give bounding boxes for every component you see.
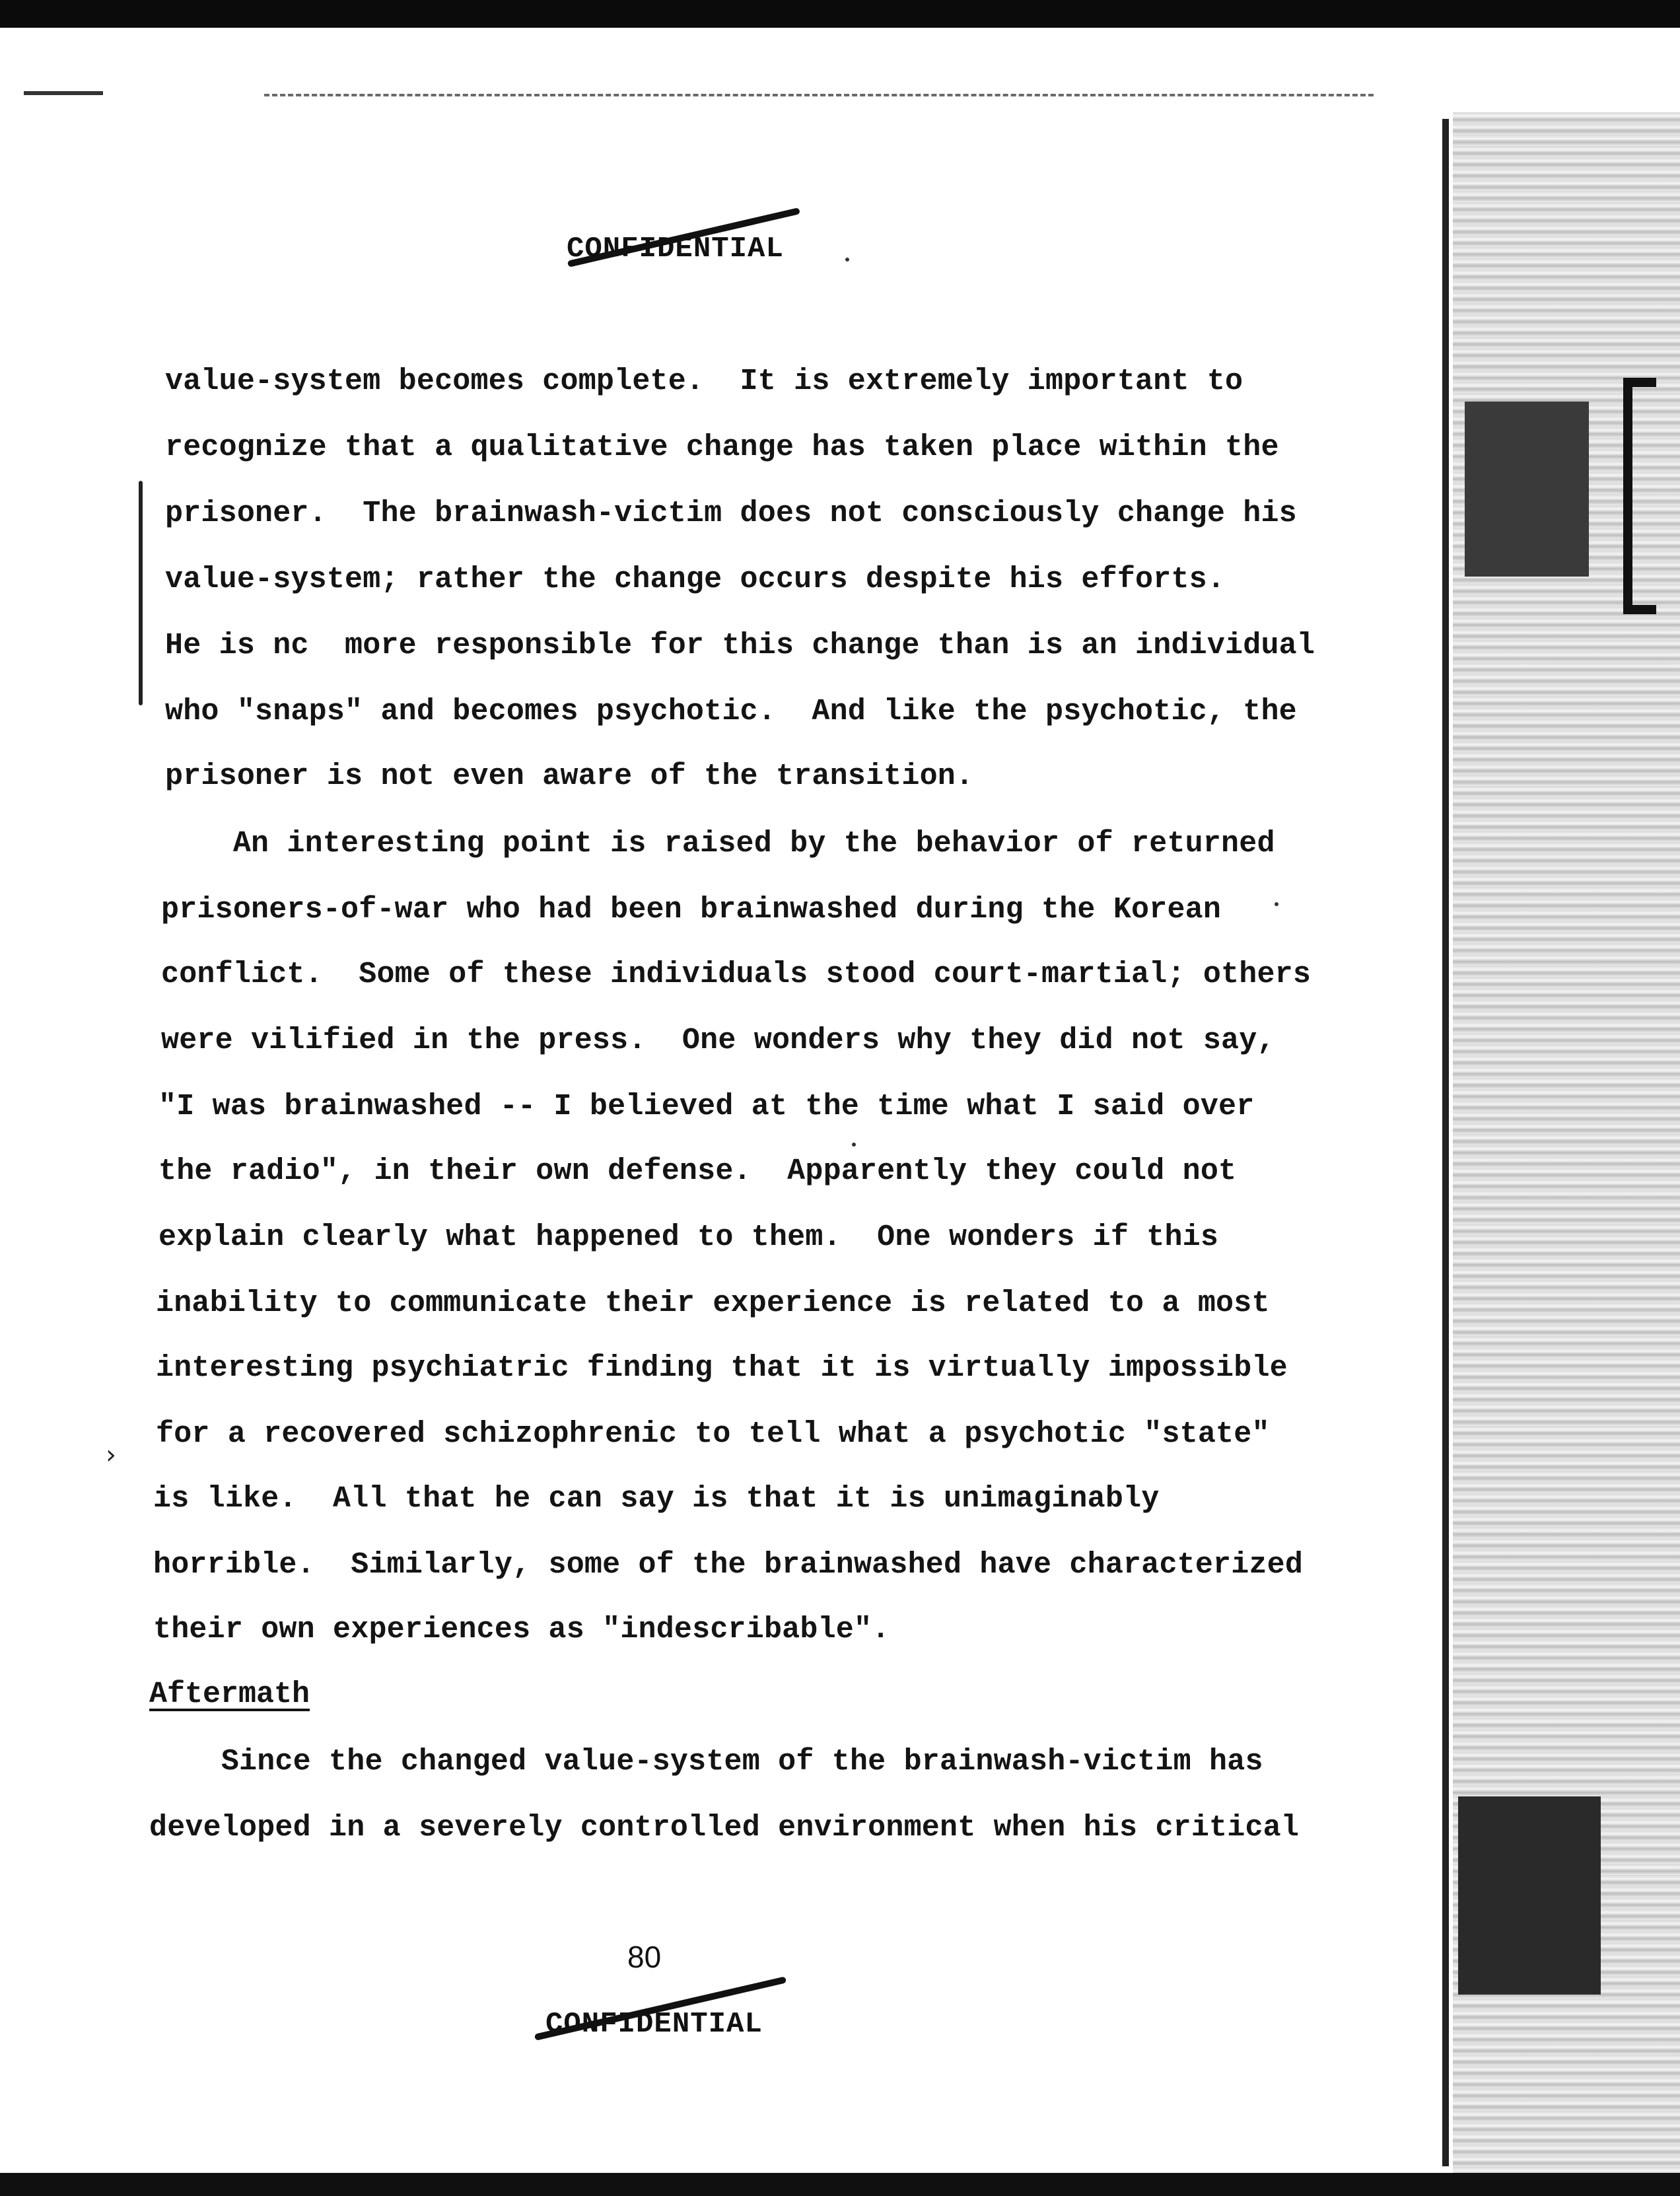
text-line: Since the changed value-system of the brainwash-victim has xyxy=(149,1745,1263,1779)
margin-arrow-mark: › xyxy=(106,1440,116,1470)
header-classification: CONFIDENTIAL xyxy=(567,232,784,266)
text-line: value-system; rather the change occurs despite his efforts. xyxy=(165,563,1226,596)
text-line: the radio", in their own defense. Apparently they could not xyxy=(158,1154,1237,1188)
text-line: developed in a severely controlled environment when his critical xyxy=(149,1811,1300,1845)
text-line: who "snaps" and becomes psychotic. And like the psychotic, the xyxy=(165,695,1297,728)
text-line: their own experiences as "indescribable". xyxy=(153,1613,890,1647)
text-line: inability to communicate their experience is related to a most xyxy=(156,1287,1270,1320)
text-line: prisoner. The brainwash-victim does not consciously change his xyxy=(165,497,1297,530)
text-line: recognize that a qualitative change has taken place within the xyxy=(165,431,1279,464)
text-line: were vilified in the press. One wonders why they did not say, xyxy=(161,1024,1275,1057)
text-line: He is nc more responsible for this change than is an individual xyxy=(165,629,1315,662)
text-line: is like. All that he can say is that it is unimaginably xyxy=(153,1482,1160,1516)
text-line: An interesting point is raised by the behavior of returned xyxy=(161,827,1275,861)
section-heading: Aftermath xyxy=(149,1678,310,1711)
text-line: "I was brainwashed -- I believed at the time what I said over xyxy=(158,1090,1255,1123)
text-line: interesting psychiatric finding that it is virtually impossible xyxy=(156,1351,1288,1385)
text-line: for a recovered schizophrenic to tell what a psychotic "state" xyxy=(156,1417,1270,1451)
text-line: explain clearly what happened to them. One wonders if this xyxy=(158,1221,1219,1254)
text-line: horrible. Similarly, some of the brainwashed have characterized xyxy=(153,1548,1304,1582)
text-line: prisoner is not even aware of the transition. xyxy=(165,760,974,793)
page-number: 80 xyxy=(627,1940,662,1974)
text-line: value-system becomes complete. It is extremely important to xyxy=(165,365,1243,398)
text-line: conflict. Some of these individuals stood court-martial; others xyxy=(161,958,1312,991)
footer-classification: CONFIDENTIAL xyxy=(545,2008,763,2041)
text-line: prisoners-of-war who had been brainwashed during the Korean xyxy=(161,893,1222,927)
